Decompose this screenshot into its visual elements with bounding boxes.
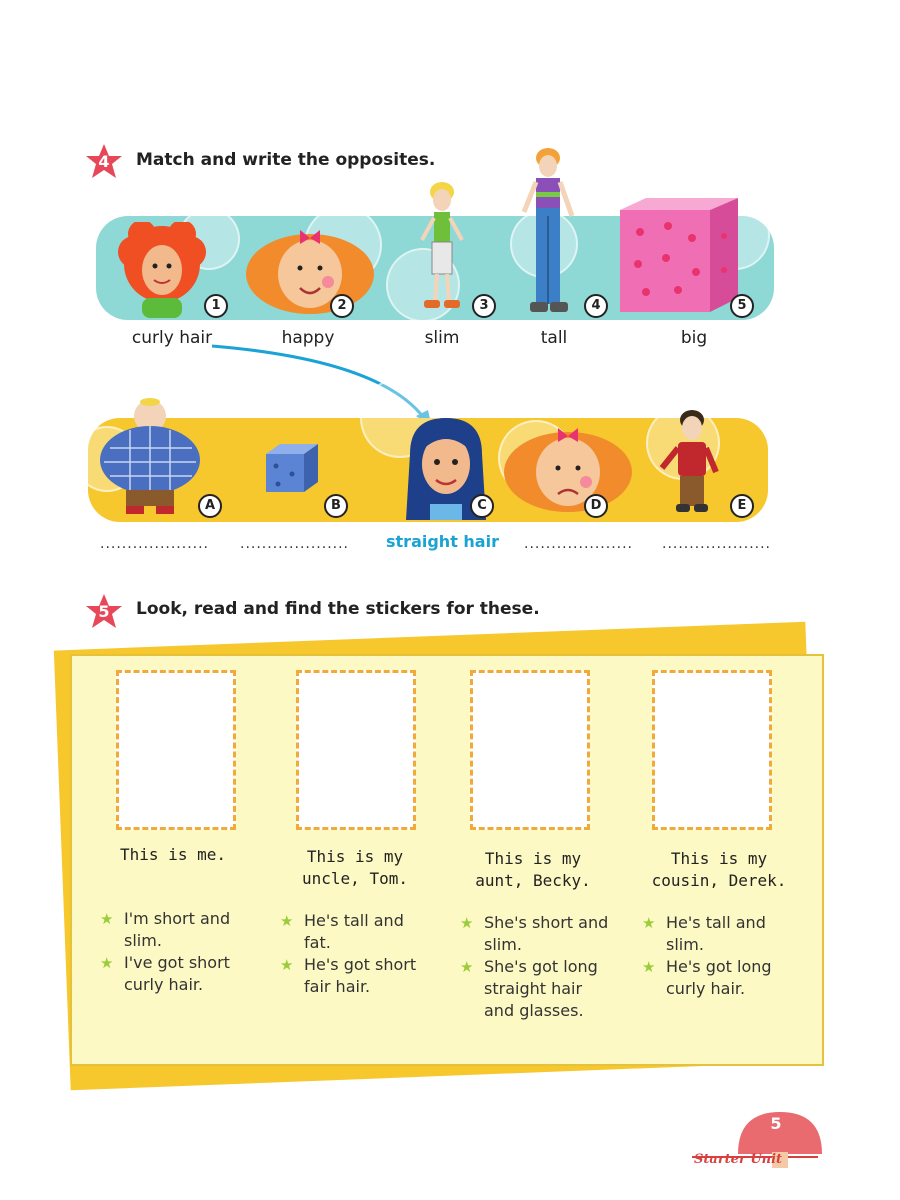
bullet-text: He's got long curly hair.: [666, 957, 772, 998]
answer-blank-e[interactable]: ....................: [662, 536, 772, 552]
sticker-slot-uncle-tom[interactable]: [296, 670, 416, 830]
word-tall: tall: [540, 328, 568, 348]
item-number-3: 3: [472, 294, 496, 318]
caption-cousin-derek: [644, 848, 794, 892]
item-number-2: 2: [330, 294, 354, 318]
slim-boy-picture: [410, 178, 474, 318]
sticker-slot-me[interactable]: [116, 670, 236, 830]
caption-me: [98, 844, 248, 866]
list-item: [280, 954, 430, 998]
word-big: big: [680, 328, 708, 348]
curly-hair-girl-picture: [112, 222, 212, 318]
caption-uncle-tom: [280, 846, 430, 890]
tall-boy-picture: [514, 146, 584, 318]
list-item: [460, 912, 610, 956]
bullet-text: I'm short and slim.: [124, 909, 231, 950]
star-bullet-icon: ★: [460, 914, 474, 932]
page-number: 5: [770, 1114, 782, 1133]
fat-man-picture: [96, 398, 206, 518]
list-item: [100, 952, 250, 996]
star-bullet-icon: ★: [280, 956, 294, 974]
star-bullet-icon: ★: [100, 954, 114, 972]
happy-girl-picture: [242, 222, 378, 318]
unit-label: Starter Unit: [694, 1152, 783, 1167]
caption-line: aunt, Becky.: [475, 871, 591, 890]
small-box-picture: [262, 440, 324, 496]
sticker-slot-cousin-derek[interactable]: [652, 670, 772, 830]
caption-line: cousin, Derek.: [651, 871, 787, 890]
exercise-4-title: Match and write the opposites.: [136, 150, 436, 170]
description-uncle-tom: [280, 910, 430, 998]
caption-line: This is my: [306, 847, 404, 866]
item-number-1: 1: [204, 294, 228, 318]
description-me: [100, 908, 250, 996]
caption-aunt-becky: [458, 848, 608, 892]
exercise-number: 4: [98, 152, 110, 171]
star-bullet-icon: ★: [642, 914, 656, 932]
bullet-text: I've got short curly hair.: [124, 953, 230, 994]
sticker-slot-aunt-becky[interactable]: [470, 670, 590, 830]
item-letter-b: B: [324, 494, 348, 518]
short-boy-picture: [656, 406, 728, 516]
bullet-text: She's got long straight hair and glasses.: [484, 957, 598, 1020]
star-bullet-icon: ★: [642, 958, 656, 976]
bullet-text: He's tall and fat.: [304, 911, 404, 952]
answer-blank-d[interactable]: ....................: [524, 536, 634, 552]
list-item: [642, 912, 792, 956]
star-bullet-icon: ★: [460, 958, 474, 976]
description-cousin-derek: [642, 912, 792, 1000]
exercise-4-badge: [84, 142, 124, 182]
item-letter-c: C: [470, 494, 494, 518]
item-letter-e: E: [730, 494, 754, 518]
description-aunt-becky: [460, 912, 610, 1022]
sad-girl-picture: [500, 418, 636, 518]
caption-line: This is me.: [120, 845, 226, 864]
list-item: [280, 910, 430, 954]
answer-blank-b[interactable]: ....................: [240, 536, 350, 552]
list-item: [460, 956, 610, 1022]
caption-line: uncle, Tom.: [302, 869, 408, 888]
bullet-text: She's short and slim.: [484, 913, 609, 954]
exercise-number: 5: [98, 602, 110, 621]
word-slim: slim: [424, 328, 460, 348]
list-item: [642, 956, 792, 1000]
item-number-5: 5: [730, 294, 754, 318]
bullet-text: He's tall and slim.: [666, 913, 766, 954]
star-bullet-icon: ★: [100, 910, 114, 928]
item-letter-a: A: [198, 494, 222, 518]
star-bullet-icon: ★: [280, 912, 294, 930]
exercise-5-badge: [84, 592, 124, 632]
word-curly-hair: curly hair: [131, 328, 213, 348]
list-item: [100, 908, 250, 952]
answer-blank-a[interactable]: ....................: [100, 536, 210, 552]
big-box-picture: [616, 196, 744, 316]
exercise-5-title: Look, read and find the stickers for these.: [136, 599, 540, 619]
item-letter-d: D: [584, 494, 608, 518]
bullet-text: He's got short fair hair.: [304, 955, 417, 996]
item-number-4: 4: [584, 294, 608, 318]
answer-example-c: straight hair: [386, 532, 499, 551]
caption-line: This is my: [670, 849, 768, 868]
caption-line: This is my: [484, 849, 582, 868]
word-happy: happy: [281, 328, 335, 348]
